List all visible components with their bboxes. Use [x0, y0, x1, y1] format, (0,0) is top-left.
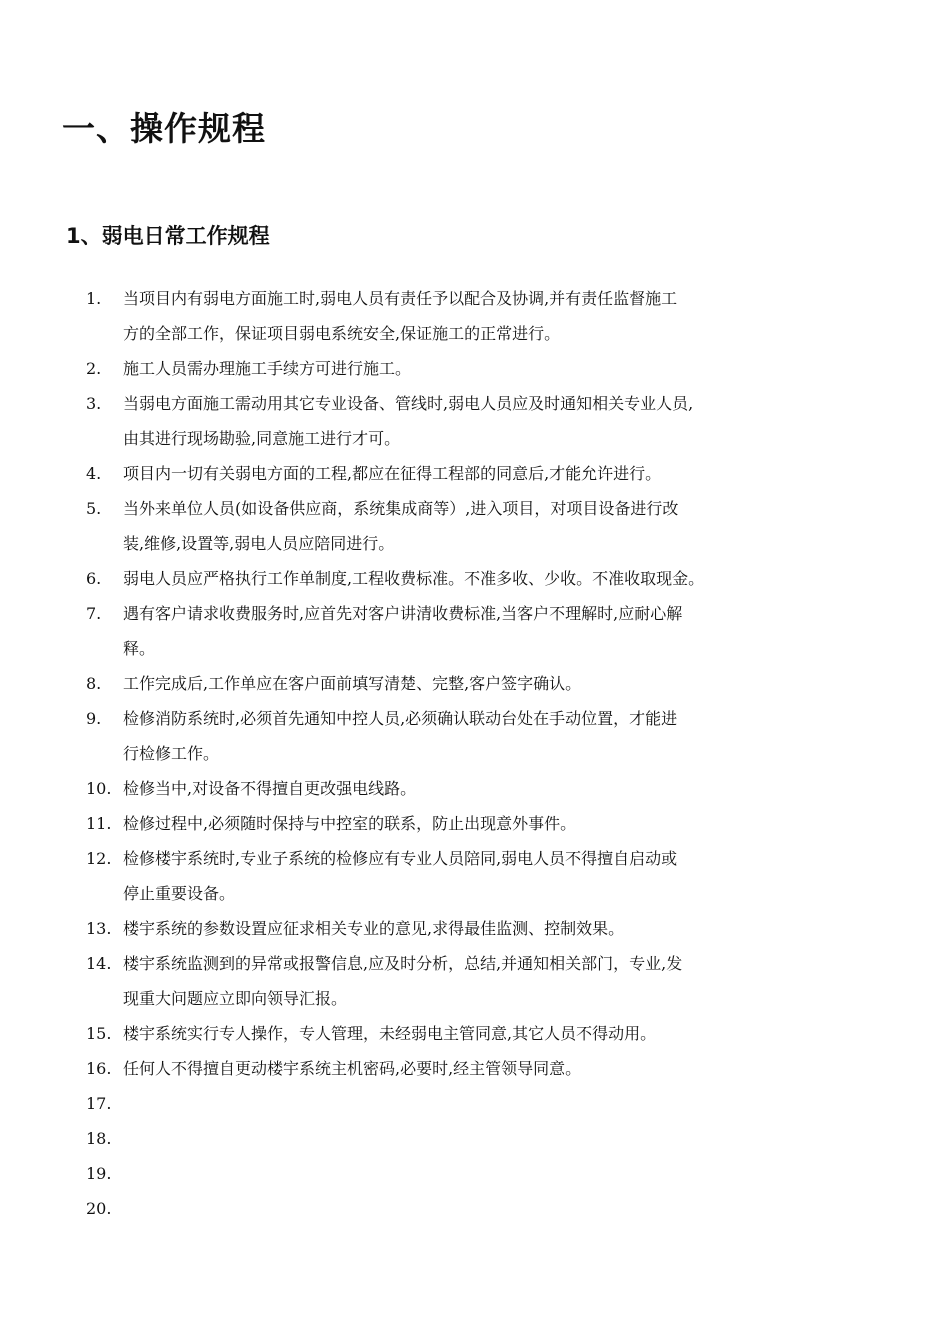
list-item-text-line	[123, 1086, 826, 1121]
list-item-text-line	[123, 1191, 826, 1226]
section-heading: 一、操作规程	[62, 109, 266, 148]
list-item-text-line: 遇有客户请求收费服务时,应首先对客户讲清收费标准,当客户不理解时,应耐心解	[123, 604, 683, 623]
list-item-number: 12.	[86, 849, 112, 868]
list-item	[86, 1016, 826, 1051]
list-item-number: 18.	[86, 1129, 112, 1148]
list-item-number: 4.	[86, 464, 102, 483]
list-item-number: 3.	[86, 394, 102, 413]
list-item-text-line: 弱电人员应严格执行工作单制度,工程收费标准。不准多收、少收。不准收取现金。	[123, 569, 705, 588]
list-item-number: 11.	[86, 814, 112, 833]
list-item-number: 17.	[86, 1094, 112, 1113]
list-item	[86, 456, 826, 491]
subsection-heading: 1、弱电日常工作规程	[66, 224, 270, 248]
list-item-text-line: 检修消防系统时,必须首先通知中控人员,必须确认联动台处在手动位置，才能进	[123, 709, 678, 728]
list-item-text-line: 当弱电方面施工需动用其它专业设备、管线时,弱电人员应及时通知相关专业人员,	[123, 394, 694, 413]
list-item	[86, 351, 826, 386]
list-item-number: 10.	[86, 779, 112, 798]
list-item	[86, 1051, 826, 1086]
list-item-number: 20.	[86, 1199, 112, 1218]
list-item-text-line: 由其进行现场勘验,同意施工进行才可。	[123, 429, 401, 448]
list-item	[86, 281, 826, 351]
list-item-number: 9.	[86, 709, 102, 728]
list-item	[86, 771, 826, 806]
list-item-number: 16.	[86, 1059, 112, 1078]
list-item	[86, 806, 826, 841]
list-item	[86, 666, 826, 701]
list-item-number: 13.	[86, 919, 112, 938]
list-item-text-line: 检修当中,对设备不得擅自更改强电线路。	[123, 779, 417, 798]
list-item-text-line: 楼宇系统实行专人操作，专人管理，未经弱电主管同意,其它人员不得动用。	[123, 1024, 657, 1043]
list-item	[86, 946, 826, 1016]
list-item-number: 5.	[86, 499, 102, 518]
list-item	[86, 561, 826, 596]
list-item-number: 14.	[86, 954, 112, 973]
list-item-number: 1.	[86, 289, 102, 308]
list-item-text-line: 当项目内有弱电方面施工时,弱电人员有责任予以配合及协调,并有责任监督施工	[123, 289, 678, 308]
list-item-text-line: 工作完成后,工作单应在客户面前填写清楚、完整,客户签字确认。	[123, 674, 582, 693]
list-item-text-line: 任何人不得擅自更动楼宇系统主机密码,必要时,经主管领导同意。	[123, 1059, 582, 1078]
list-item-text-line: 检修过程中,必须随时保持与中控室的联系，防止出现意外事件。	[123, 814, 577, 833]
list-item-text-line: 楼宇系统监测到的异常或报警信息,应及时分析，总结,并通知相关部门，专业,发	[123, 954, 683, 973]
list-item	[86, 596, 826, 666]
list-item-number: 15.	[86, 1024, 112, 1043]
list-item-text-line	[123, 1121, 826, 1156]
list-item	[86, 491, 826, 561]
list-item	[86, 1086, 826, 1121]
list-item-number: 7.	[86, 604, 102, 623]
list-item-text-line: 施工人员需办理施工手续方可进行施工。	[123, 359, 412, 378]
list-item-text-line: 方的全部工作，保证项目弱电系统安全,保证施工的正常进行。	[123, 324, 561, 343]
list-item-text-line: 行检修工作。	[123, 744, 220, 763]
list-item	[86, 386, 826, 456]
list-item-text-line: 检修楼宇系统时,专业子系统的检修应有专业人员陪同,弱电人员不得擅自启动或	[123, 849, 678, 868]
list-item-number: 6.	[86, 569, 102, 588]
list-item-text-line: 现重大问题应立即向领导汇报。	[123, 989, 348, 1008]
list-item-text-line: 释。	[123, 639, 156, 658]
list-item-text-line: 停止重要设备。	[123, 884, 236, 903]
list-item-number: 2.	[86, 359, 102, 378]
list-item	[86, 1191, 826, 1226]
list-item	[86, 1156, 826, 1191]
list-item-text-line: 项目内一切有关弱电方面的工程,都应在征得工程部的同意后,才能允许进行。	[123, 464, 662, 483]
list-item	[86, 841, 826, 911]
list-item	[86, 1121, 826, 1156]
list-item-number: 19.	[86, 1164, 112, 1183]
list-item	[86, 701, 826, 771]
list-item-text-line: 楼宇系统的参数设置应征求相关专业的意见,求得最佳监测、控制效果。	[123, 919, 625, 938]
list-item-text-line: 当外来单位人员(如设备供应商，系统集成商等）,进入项目，对项目设备进行改	[123, 499, 679, 518]
list-item-text-line: 装,维修,设置等,弱电人员应陪同进行。	[123, 534, 395, 553]
list-item	[86, 911, 826, 946]
list-item-text-line	[123, 1156, 826, 1191]
list-item-number: 8.	[86, 674, 102, 693]
